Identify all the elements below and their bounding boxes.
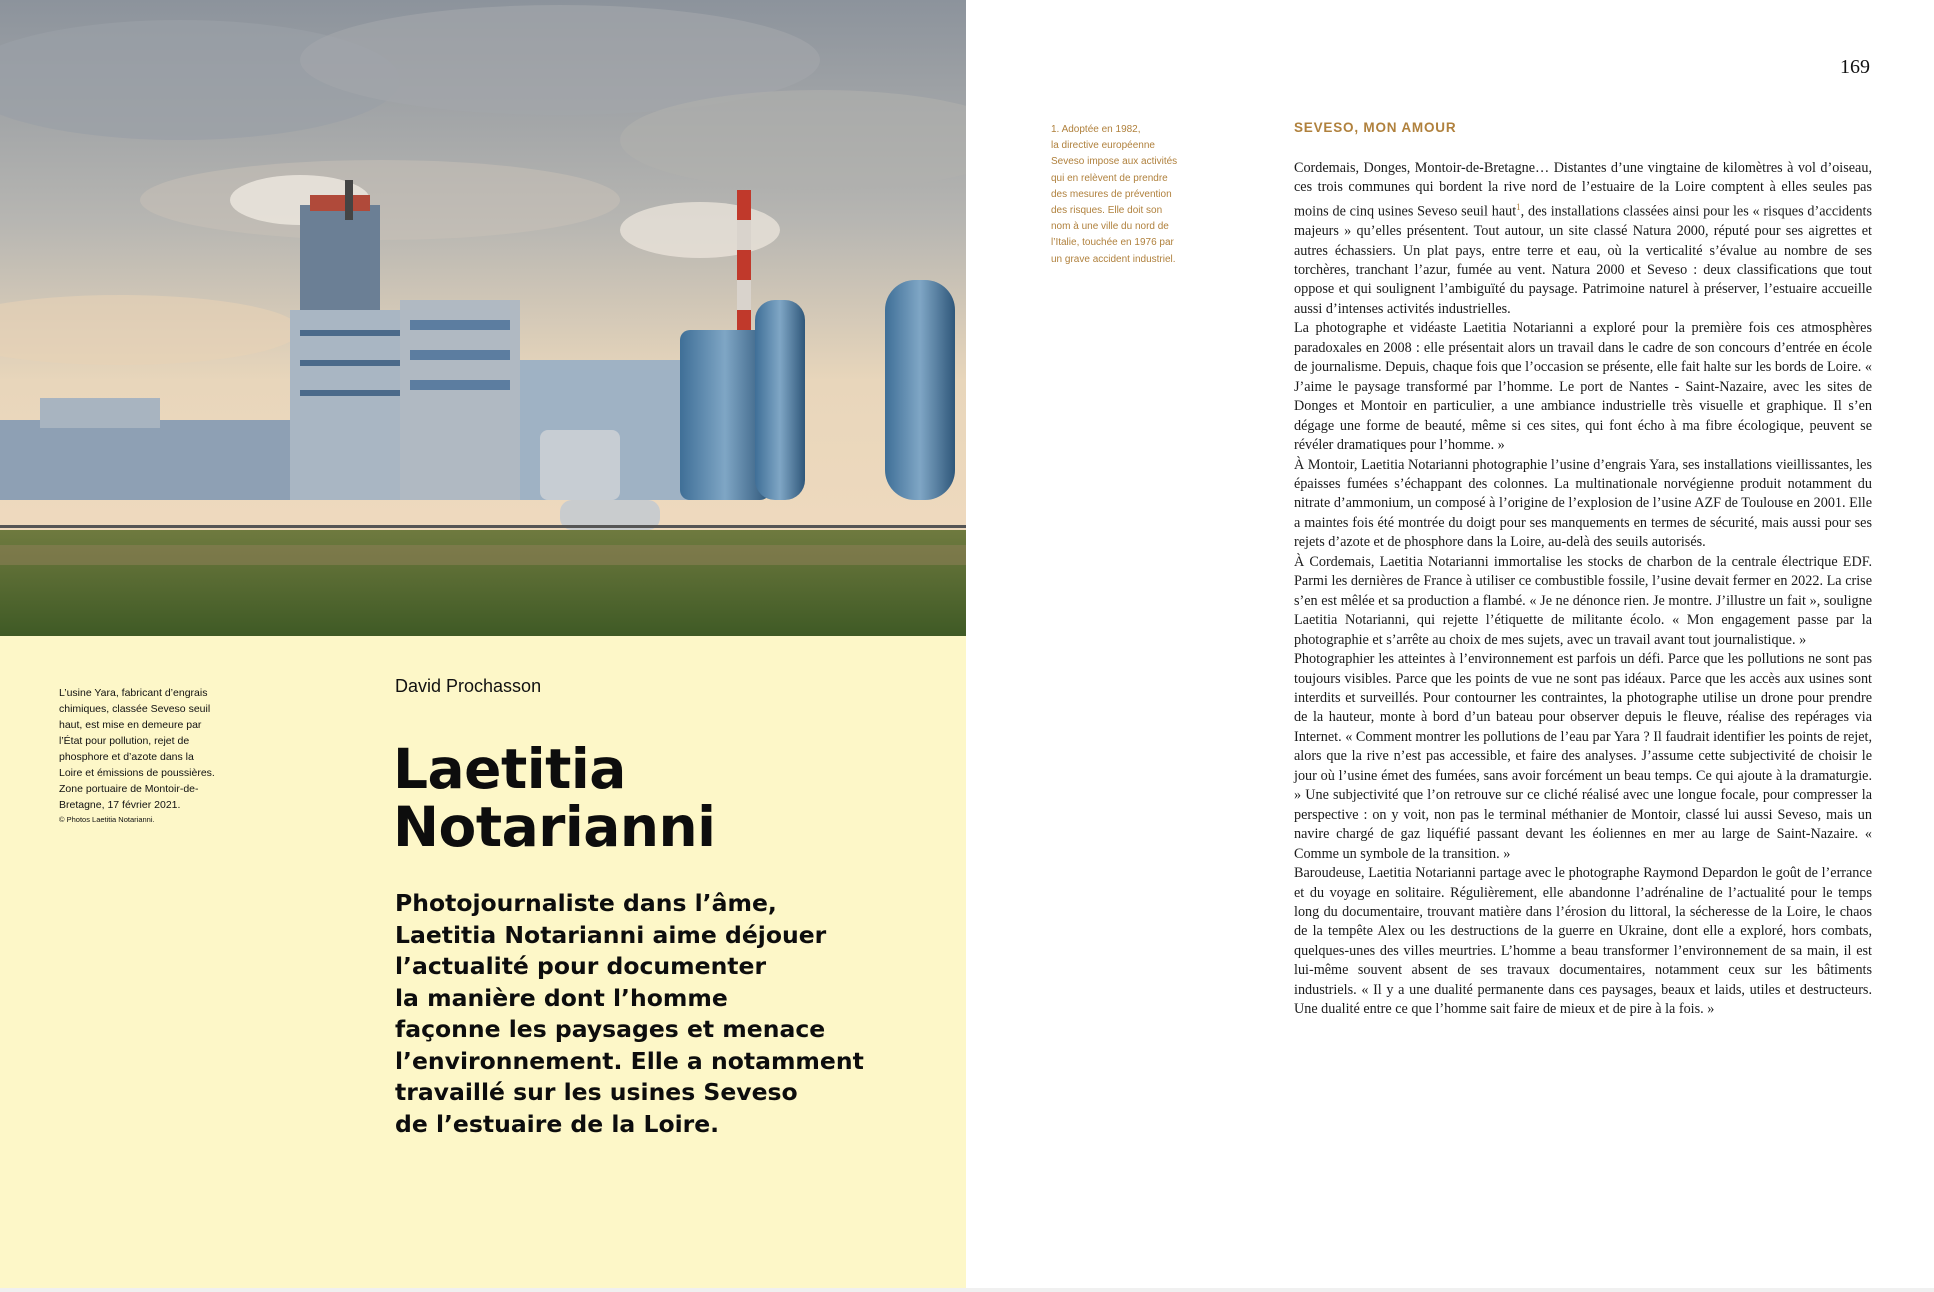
article-body [1294,159,1872,1020]
page-number: 169 [1840,56,1870,78]
body-paragraph: Baroudeuse, Laetitia Notarianni partage avec le photographe Raymond Depardon le goût de l’errance et du voyage en solitaire. Régulièrement, elle abandonne l’adrénaline de l’actualité pour le temps long du documentaire, trouvant matière dans l’érosion du littoral, la sécheresse de la Loire, le chaos de la tempête Alex ou les destructions de la guerre en Ukraine, dont elle a exploré, hors combats, quelques-unes des villes meurtries. L’homme a beau transformer l’environnement de sa main, il est lui-même souvent absent de ses travaux documentaires, notamment ceux sur les bâtiments industriels. « Il y a une dualité permanente dans ces paysages, beaux et laids, utiles et destructeurs. Une dualité entre ce que l’homme sait faire de mieux et de pire à la fois. » [1294,865,1872,1018]
body-paragraph: À Cordemais, Laetitia Notarianni immortalise les stocks de charbon de la centrale électrique EDF. Parmi les dernières de France à utiliser ce combustible fossile, l’usine devait fermer en 2022. La crise s’en est mêlée et sa production a flambé. « Je ne dénonce rien. Je montre. J’illustre un fait », souligne Laetitia Notarianni, qui rejette l’étiquette de militante écolo. « Mon engagement passe par la photographie et s’arrête au choix de mes sujets, avec un travail avant tout journalistique. » [1294,553,1872,648]
lead-line: travaillé sur les usines Seveso [395,1078,798,1106]
lead-line: façonne les paysages et menace [395,1015,826,1043]
title-line-1: Laetitia [393,737,626,801]
photo-caption [59,685,219,827]
footnote [1051,122,1201,268]
lead-line: la manière dont l’homme [395,983,728,1012]
footnote-line: un grave accident industriel. [1051,253,1176,265]
caption-text: L’usine Yara, fabricant d’engrais chimiques, classée Seveso seuil haut, est mise en demeure par l’État pour pollution, rejet de phosphore et d’azote dans la Loire et émissions de poussières. Zone portuaire de Montoir-de-Bretagne, 17 février 2021. [59,687,215,811]
body-paragraph: La photographe et vidéaste Laetitia Notarianni a exploré pour la première fois ces atmosphères paradoxales en 2008 : elle présentait alors un travail dans le cadre de son concours d’entrée en école de journalisme. Depuis, chaque fois que l’occasion se présente, elle fait halte sur les bords de Loire. « J’aime le paysage transformé par l’homme. Le port de Nantes - Saint-Nazaire, avec les sites de Donges et Montoir en particulier, a une ambiance industrielle très visuelle et graphique. Il s’en dégage une forme de beauté, même si ces sites, qui font écho à ma fibre écologique, peuvent se révéler dramatiques pour l’homme. » [1294,320,1872,454]
lead-line: Laetitia Notarianni aime déjouer [395,920,827,949]
page-bottom-edge [0,1288,1934,1292]
article-lead [395,888,864,1140]
body-paragraph: Photographier les atteintes à l’environnement est parfois un défi. Parce que les pollutions ne sont pas toujours visibles. Parce que les points de vue ne sont pas idéaux. Parce que les accès aux usines sont interdits et surveillés. Pour contourner les contraintes, la photographe utilise un drone pour prendre de la hauteur, monte à bord d’un bateau pour observer depuis le fleuve, réalise des repérages via Internet. « Comment montrer les pollutions de l’eau par Yara ? Il faudrait identifier les points de rejet, alors que la rive n’est pas accessible, et faire des analyses. J’assume cette subjectivité de choisir le jour où l’usine émet des fumées, sans avoir forcément un beau temps. Ce qui ajoute à la dramaturgie. » Une subjectivité que l’on retrouve sur ce cliché réalisé avec une longue focale, pour compresser la perspective : on y voit, non pas le terminal méthanier de Montoir, classé lui aussi Seveso, mais un navire chargé de gaz liquéfié passant devant les éoliennes en mer au large de Saint-Nazaire. « Comme un symbole de la transition. » [1294,651,1872,862]
footnote-line: des mesures de prévention [1051,188,1172,200]
photo-credit: © Photos Laetitia Notarianni. [59,815,155,824]
author-name: David Prochasson [395,676,542,696]
footnote-line: Seveso impose aux activités [1051,156,1178,168]
footnote-marker[interactable]: 1 [1516,201,1521,212]
footnote-line: la directive européenne [1051,140,1155,152]
lead-line: l’environnement. Elle a notamment [395,1046,864,1075]
footnote-line: nom à une ville du nord de [1051,221,1169,233]
body-paragraph: À Montoir, Laetitia Notarianni photographie l’usine d’engrais Yara, ses installations vieillissantes, les épaisses fumées s’échappant des colonnes. La multinationale norvégienne produit notamment du nitrate d’ammonium, un composé à l’origine de l’explosion de l’usine AZF de Toulouse en 2001. Elle a maintes fois été montrée du doigt pour ses manquements en termes de sécurité, mais aussi pour ses rejets d’azote et de phosphore dans la Loire, au-delà des seuils autorisés. [1294,456,1872,551]
section-heading: SEVESO, MON AMOUR [1294,120,1457,135]
lead-line: Photojournaliste dans l’âme, [395,889,777,917]
footnote-line: 1. Adoptée en 1982, [1051,124,1141,135]
article-title [393,737,933,859]
footnote-line: l’Italie, touchée en 1976 par [1051,237,1174,249]
industrial-plant-photo [0,0,966,636]
lead-line: de l’estuaire de la Loire. [395,1109,720,1138]
lead-line: l’actualité pour documenter [395,952,767,980]
title-line-2: Notarianni [393,795,716,859]
paragraph-text: , des installations classées ainsi pour les « risques d’accidents majeurs » qu’elles présentent. Tout autour, un site classé Natura 2000, réputé pour ses aigrettes et autres échassiers. Un plat pays, entre terre et eau, où la verticalité s’évalue au nombre de ses torchères, tranchant l’azur, fumée au vent. Natura 2000 et Seveso : deux classifications que tout oppose et qui soulignent l’ambiguïté du paysage. Patrimoine naturel à préserver, l’estuaire accueille aussi d’intenses activités industrielles. [1294,203,1873,317]
paragraph-text: Cordemais, Donges, Montoir-de-Bretagne… Distantes d’une vingtaine de kilomètres à vol d’oiseau, ces trois communes qui bordent la rive nord de l’estuaire de la Loire comptent à elles seules pas moins de cinq usines Seveso seuil haut [1294,160,1872,220]
footnote-line: des risques. Elle doit son [1051,205,1163,217]
footnote-line: qui en relèvent de prendre [1051,172,1168,184]
left-page [0,0,966,1292]
body-paragraph [1294,159,1872,319]
